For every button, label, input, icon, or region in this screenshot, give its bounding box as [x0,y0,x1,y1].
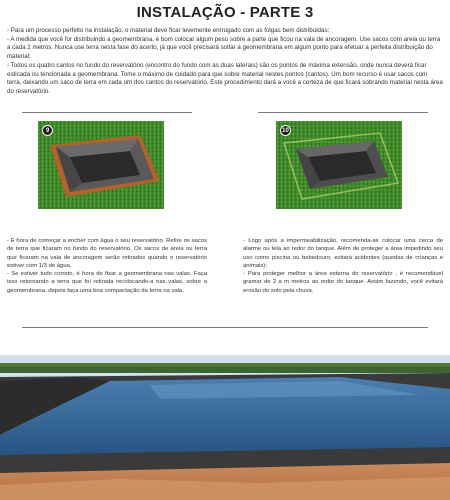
reservoir-photo-graphic [0,355,450,500]
intro-paragraph: - Todos os quatro cantos no fundo do reservatório (encontro do fundo com as duas laterais) são os pontos de máxima extensão, onde nunca deverá ficar esticada ou tencionada a geomembrana. Tome o máximo de cuidado para que sobre material nestes pontos (cantos). Um bom recurso é usar sacos com terra, deixando um saco de terra em cada um dos cantos do reservatório. Este procedimento dará a você a certeza de que ficará sobrando material nesta área do reservatório. [7,61,443,95]
step-paragraph: - É hora de começar a encher com água o seu reservatório. Retire os sacos de terra que ficaram no fundo do reservatório. Os sacos de areia ou terra que ficaram na vala de ancoragem serão retirados quando o reservatório estiver com 1/3 de água. [7,238,207,269]
step-10-illustration [276,121,402,209]
divider [22,112,192,113]
step-paragraph: - Logo após a impermeabilização, recomenda-se colocar uma cerca de alarme ou tela ao redor do tanque. Além de proteger a área impedindo seu uso como piscina ou bebedouro, evitará acidentes (quedas de crianças e animais); [243,238,443,269]
reservoir-fence-illustration [276,121,402,209]
page-title: INSTALAÇÃO - PARTE 3 [136,4,314,21]
step-number-badge: 10 [280,125,291,136]
divider [258,112,428,113]
step-paragraph: - Para proteger melhor a área externa do reservatório , é recomendável gramar de 2 a m metros ao redor do tanque. Assim fazendo, você evitará erosão do solo pela chuva. [243,271,443,294]
divider [22,327,428,328]
step-paragraph: - Se estiver tudo correto, é hora de fixar a geomembrana nas valas. Faça isso retornando a terra que foi retirada recolocando-a nas valas, sobre a geomembrana, depois faça uma boa compactação da terra na vala. [7,271,207,294]
step-9-text [7,237,207,295]
step-9-illustration [38,121,164,209]
step-10-text [243,237,443,295]
intro-text [7,27,443,97]
intro-paragraph: - A medida que você for distribuindo a geomembrana, é bom colocar algum peso sobre a parte que ficou na vala de ancoragem. Use sacos com areia ou terra a cada 2 metros. Nunca use terra nesta fase do acerto, já que você precisará soltar a geomembrana em algum ponto para efetuar a perfeita distribuição do material; [7,35,441,61]
reservoir-photo [0,355,450,500]
intro-paragraph: - Para um processo perfeito na instalação, o material deve ficar levemente enrrugado com as folgas bem distribuidas; [7,27,330,34]
reservoir-soil-illustration [38,121,164,209]
step-number-badge: 9 [42,125,53,136]
